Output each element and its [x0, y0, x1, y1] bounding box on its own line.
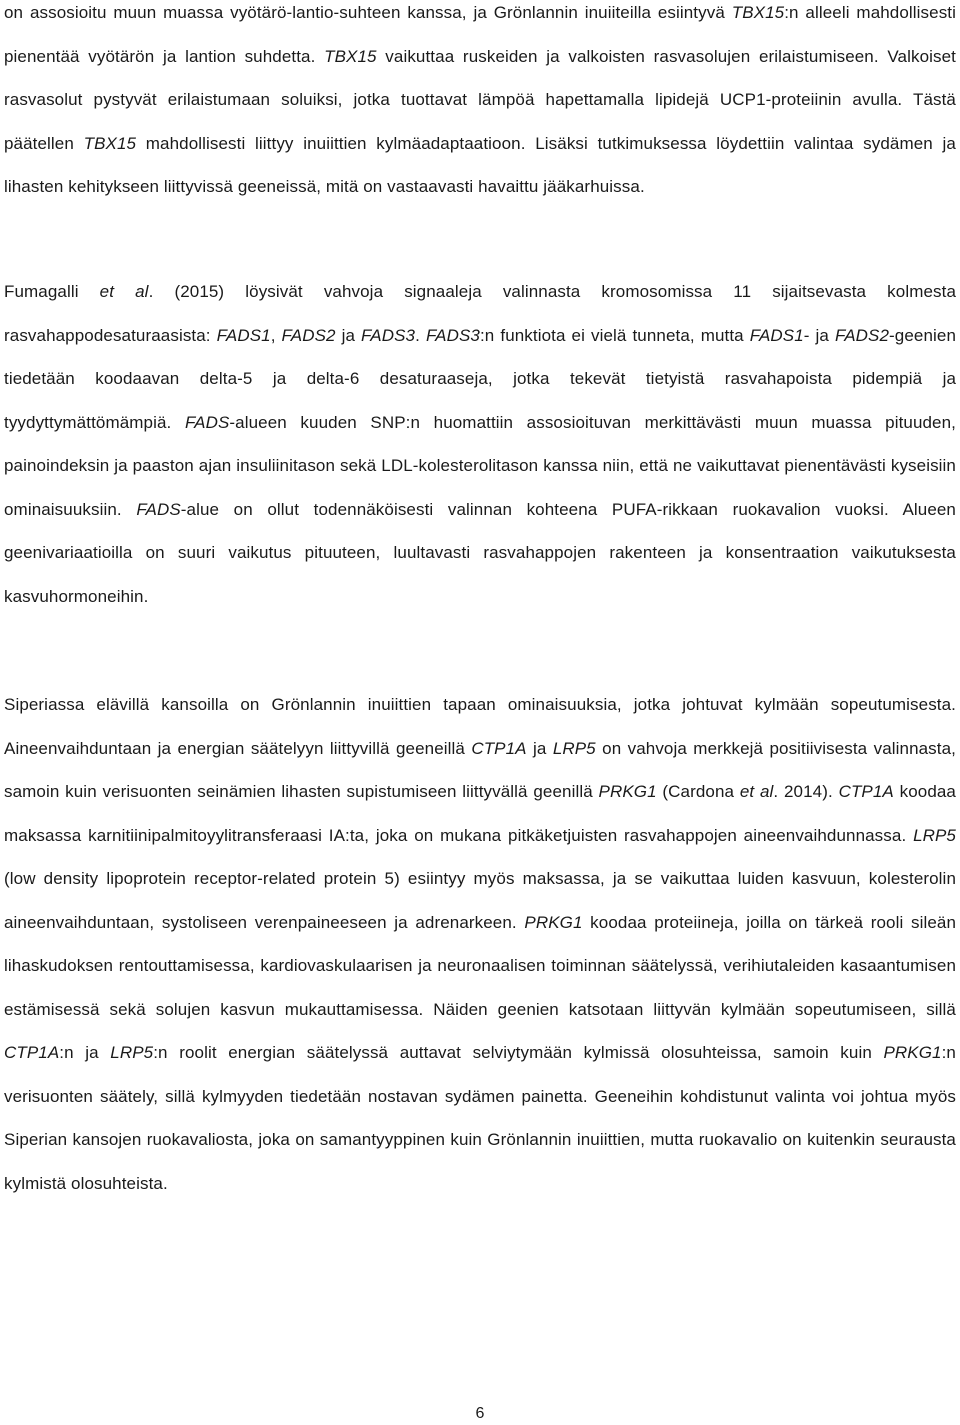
- text-run: - ja: [803, 325, 835, 345]
- text-run: (Cardona: [656, 782, 740, 801]
- italic-term: FADS: [184, 412, 230, 432]
- text-run: :n ja: [59, 1043, 111, 1062]
- paragraph-1: [4, 0, 956, 209]
- italic-term: TBX15: [731, 3, 785, 22]
- italic-term: FADS1: [749, 325, 804, 345]
- text-run: . (2015) löysivät vahvoja signaaleja valinnasta kromosomissa 11 sijaitsevasta kolmesta rasvahappodesaturaasista:: [4, 282, 956, 345]
- text-run: :n funktiota ei vielä tunneta, mutta: [479, 325, 750, 345]
- text-run: mahdollisesti liittyy inuiittien kylmäadaptaatioon. Lisäksi tutkimuksessa löydettiin valintaa sydämen ja lihasten kehitykseen liittyvissä geeneissä, mitä on vastaavasti havaittu jääkarhuissa.: [4, 133, 956, 196]
- text-run: -alue on ollut todennäköisesti valinnan kohteena PUFA-rikkaan ruokavalion vuoksi. Alueen geenivariaatioilla on suuri vaikutus pituuteen, luultavasti rasvahappojen rakenteen ja konsentraation vaikutuksesta kasvuhormoneihin.: [4, 499, 956, 606]
- text-run: koodaa proteiineja, joilla on tärkeä rooli sileän lihaskudoksen rentouttamisessa, kardiovaskulaarisen ja neuronaalisen toiminnan säätelyssä, verihiutaleiden kasaantumisen estämisessä sekä solujen kasvun mukauttamisessa. Näiden geenien katsotaan liittyvän kylmään sopeutumiseen, sillä: [4, 912, 956, 1019]
- italic-term: LRP5: [110, 1043, 154, 1062]
- text-run: Fumagalli: [4, 282, 100, 301]
- text-run: -geenien tiedetään koodaavan delta-5 ja delta-6 desaturaaseja, jotka tekevät tietyistä rasvahapoista pidempiä ja tyydyttymättömämpiä.: [4, 325, 957, 432]
- text-run: vaikuttaa ruskeiden ja valkoisten rasvasolujen erilaistumiseen. Valkoiset rasvasolut pystyvät erilaistumaan soluiksi, jotka tuottavat lämpöä hapettamalla lipidejä UCP1-proteiinin avulla. Tästä päätellen: [4, 46, 956, 153]
- italic-term: FADS3: [425, 325, 480, 345]
- italic-term: PRKG1: [524, 912, 583, 932]
- italic-term: LRP5: [913, 825, 956, 845]
- text-run: on vahvoja merkkejä positiivisesta valinnasta, samoin kuin verisuonten seinämien lihasten supistumiseen liittyvällä geenillä: [4, 738, 956, 801]
- text-run: :n roolit energian säätelyssä auttavat selviytymään kylmissä olosuhteissa, samoin kuin: [153, 1043, 884, 1062]
- italic-term: PRKG1: [598, 782, 657, 801]
- text-run: koodaa maksassa karnitiinipalmitoyylitransferaasi IA:ta, joka on mukana pitkäketjuisten rasvahappojen aineenvaihdunnassa.: [4, 782, 956, 845]
- italic-term: PRKG1: [883, 1043, 942, 1062]
- text-run: ja: [335, 325, 362, 345]
- text-run: ja: [526, 738, 553, 758]
- italic-term: FADS2: [281, 325, 336, 345]
- italic-term: LRP5: [552, 738, 596, 758]
- paragraph-3: [4, 683, 956, 1205]
- text-run: -alueen kuuden SNP:n huomattiin assosioituvan merkittävästi muun muassa pituuden, painoindeksin ja paaston ajan insuliinitason sekä LDL-kolesterolitason kanssa niin, että ne vaikuttavat pienentävästi kyseisiin ominaisuuksiin.: [4, 412, 956, 519]
- italic-term: TBX15: [324, 46, 377, 66]
- text-run: .: [415, 325, 426, 345]
- italic-term: CTP1A: [4, 1043, 60, 1062]
- text-run: Siperiassa elävillä kansoilla on Grönlannin inuiittien tapaan ominaisuuksia, jotka johtuvat kylmään sopeutumisesta. Aineenvaihduntaan ja energian säätelyyn liittyvillä geeneillä: [4, 695, 956, 758]
- paragraph-2: [4, 270, 956, 618]
- italic-term: FADS3: [361, 325, 416, 345]
- italic-term: FADS1: [216, 325, 271, 345]
- italic-term: FADS2: [835, 325, 890, 345]
- text-run: :n alleeli mahdollisesti pienentää vyötärön ja lantion suhdetta.: [4, 3, 956, 66]
- text-run: . 2014).: [773, 782, 839, 801]
- text-run: ,: [270, 325, 282, 345]
- text-run: :n verisuonten säätely, sillä kylmyyden tiedetään nostavan sydämen painetta. Geeneihin kohdistunut valinta voi johtua myös Siperian kansojen ruokavaliosta, joka on samantyyppinen kuin Grönlannin inuiittien, mutta ruokavalio on kuitenkin seurausta kylmistä olosuhteista.: [4, 1043, 956, 1193]
- text-run: (low density lipoprotein receptor-related protein 5) esiintyy myös maksassa, ja se vaikuttaa luiden kasvuun, kolesterolin aineenvaihduntaan, systoliseen verenpaineeseen ja adrenarkeen.: [4, 869, 956, 932]
- italic-term: CTP1A: [838, 782, 894, 801]
- italic-term: FADS: [136, 499, 181, 519]
- text-run: on assosioitu muun muassa vyötärö-lantio-suhteen kanssa, ja Grönlannin inuiiteilla esiintyvä: [4, 3, 732, 22]
- italic-term: CTP1A: [471, 738, 527, 758]
- italic-term: et al: [739, 782, 774, 801]
- italic-term: et al: [99, 282, 149, 301]
- italic-term: TBX15: [83, 133, 137, 153]
- page-number: 6: [475, 1405, 485, 1422]
